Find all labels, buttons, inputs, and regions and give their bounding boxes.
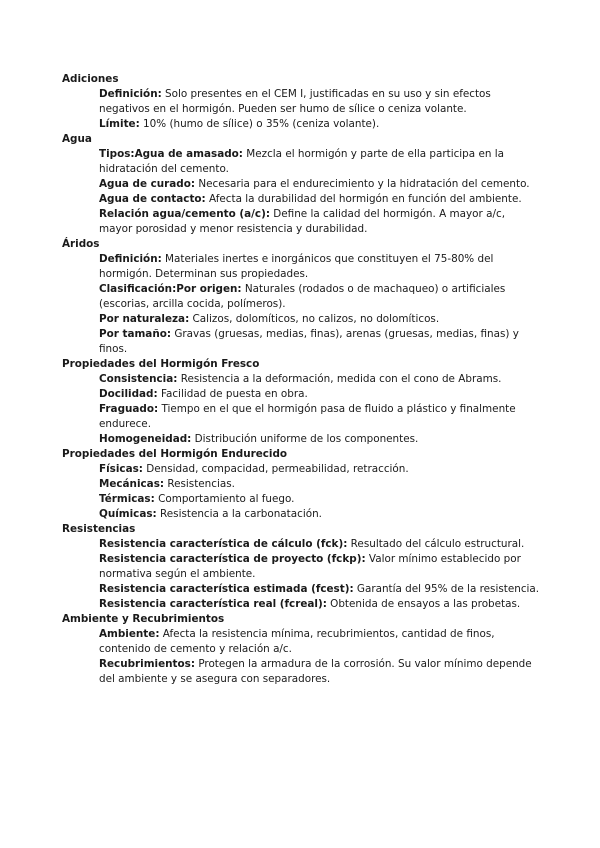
section-title-aridos: Áridos (62, 238, 100, 250)
entry-text: Solo presentes en el CEM I, justificadas en su uso y sin efectos negativos en el hormigón. Pueden ser humo de sílice o ceniza volante. (99, 88, 491, 115)
entry-term: Térmicas: (99, 493, 155, 505)
entry-term: Agua de contacto: (99, 193, 206, 205)
entry-text: Densidad, compacidad, permeabilidad, retracción. (142, 463, 409, 475)
entry-resistencia-estimada (99, 582, 540, 597)
entry-recubrimientos (99, 657, 540, 687)
entry-term: Consistencia: (99, 373, 178, 385)
entry-text: Resultado del cálculo estructural. (347, 538, 525, 550)
entry-term: Químicas: (99, 508, 157, 520)
entry-text: Define la calidad del hormigón. A mayor a/c, mayor porosidad y menor resistencia y durabilidad. (99, 208, 505, 235)
entry-term: Definición: (99, 253, 162, 265)
entry-resistencia-real (99, 597, 540, 612)
entry-term: Ambiente: (99, 628, 160, 640)
entry-agua-relacion (99, 207, 540, 237)
entry-text: Naturales (rodados o de machaqueo) o artificiales (escorias, arcilla cocida, polímeros). (99, 283, 506, 310)
entry-term: Fraguado: (99, 403, 159, 415)
entry-text: Afecta la durabilidad del hormigón en función del ambiente. (205, 193, 522, 205)
entry-aridos-clasificacion (99, 282, 540, 312)
entry-term: Físicas: (99, 463, 143, 475)
entry-term: Agua de curado: (99, 178, 196, 190)
entry-endurecido-fisicas (99, 462, 540, 477)
entry-endurecido-mecanicas (99, 477, 540, 492)
entry-agua-curado (99, 177, 540, 192)
entry-text: Resistencias. (164, 478, 235, 490)
entry-term: Resistencia característica de cálculo (fck): (99, 538, 348, 550)
section-title-adiciones: Adiciones (62, 73, 119, 85)
entry-term: Resistencia característica real (fcreal): (99, 598, 327, 610)
entry-aridos-naturaleza (99, 312, 540, 327)
entry-text: Protegen la armadura de la corrosión. Su valor mínimo depende del ambiente y se asegura con separadores. (99, 658, 532, 685)
entry-resistencia-calculo (99, 537, 540, 552)
entry-aridos-definicion (99, 252, 540, 282)
entry-resistencia-proyecto (99, 552, 540, 582)
entry-text: Facilidad de puesta en obra. (157, 388, 308, 400)
entry-text: Comportamiento al fuego. (154, 493, 295, 505)
entry-term: Resistencia característica de proyecto (fckp): (99, 553, 366, 565)
entry-aridos-tamano (99, 327, 540, 357)
entry-term: Relación agua/cemento (a/c): (99, 208, 270, 220)
entry-fresco-homogeneidad (99, 432, 540, 447)
entry-text: Afecta la resistencia mínima, recubrimientos, cantidad de finos, contenido de cemento y relación a/c. (99, 628, 495, 655)
entry-term: Definición: (99, 88, 162, 100)
entry-term: Límite: (99, 118, 140, 130)
entry-term: Por tamaño: (99, 328, 172, 340)
entry-text: Calizos, dolomíticos, no calizos, no dolomíticos. (189, 313, 440, 325)
entry-fresco-docilidad (99, 387, 540, 402)
section-title-resistencias: Resistencias (62, 523, 136, 535)
entry-term: Docilidad: (99, 388, 158, 400)
entry-text: Materiales inertes e inorgánicos que constituyen el 75-80% del hormigón. Determinan sus propiedades. (99, 253, 494, 280)
entry-text: Distribución uniforme de los componentes. (191, 433, 419, 445)
entry-text: Resistencia a la deformación, medida con el cono de Abrams. (177, 373, 502, 385)
entry-text: Necesaria para el endurecimiento y la hidratación del cemento. (195, 178, 530, 190)
entry-text: Obtenida de ensayos a las probetas. (326, 598, 521, 610)
entry-ambiente (99, 627, 540, 657)
section-title-hormigon-fresco: Propiedades del Hormigón Fresco (62, 358, 260, 370)
entry-text: Tiempo en el que el hormigón pasa de fluido a plástico y finalmente endurece. (99, 403, 516, 430)
entry-adiciones-limite (99, 117, 540, 132)
entry-endurecido-quimicas (99, 507, 540, 522)
entry-term: Recubrimientos: (99, 658, 196, 670)
entry-term: Mecánicas: (99, 478, 165, 490)
entry-text: Gravas (gruesas, medias, finas), arenas (gruesas, medias, finas) y finos. (99, 328, 519, 355)
entry-text: Valor mínimo establecido por normativa según el ambiente. (99, 553, 521, 580)
entry-agua-contacto (99, 192, 540, 207)
section-title-hormigon-endurecido: Propiedades del Hormigón Endurecido (62, 448, 288, 460)
entry-agua-tipos (99, 147, 540, 177)
entry-text: Mezcla el hormigón y parte de ella participa en la hidratación del cemento. (99, 148, 504, 175)
entry-fresco-fraguado (99, 402, 540, 432)
entry-term: Tipos:Agua de amasado: (99, 148, 243, 160)
entry-term: Clasificación:Por origen: (99, 283, 242, 295)
entry-term: Resistencia característica estimada (fcest): (99, 583, 354, 595)
entry-endurecido-termicas (99, 492, 540, 507)
section-title-ambiente: Ambiente y Recubrimientos (62, 613, 225, 625)
section-title-agua: Agua (62, 133, 92, 145)
entry-fresco-consistencia (99, 372, 540, 387)
entry-text: Resistencia a la carbonatación. (156, 508, 322, 520)
entry-text: 10% (humo de sílice) o 35% (ceniza volante). (139, 118, 380, 130)
entry-adiciones-definicion (99, 87, 540, 117)
entry-text: Garantía del 95% de la resistencia. (353, 583, 540, 595)
entry-term: Por naturaleza: (99, 313, 190, 325)
entry-term: Homogeneidad: (99, 433, 192, 445)
